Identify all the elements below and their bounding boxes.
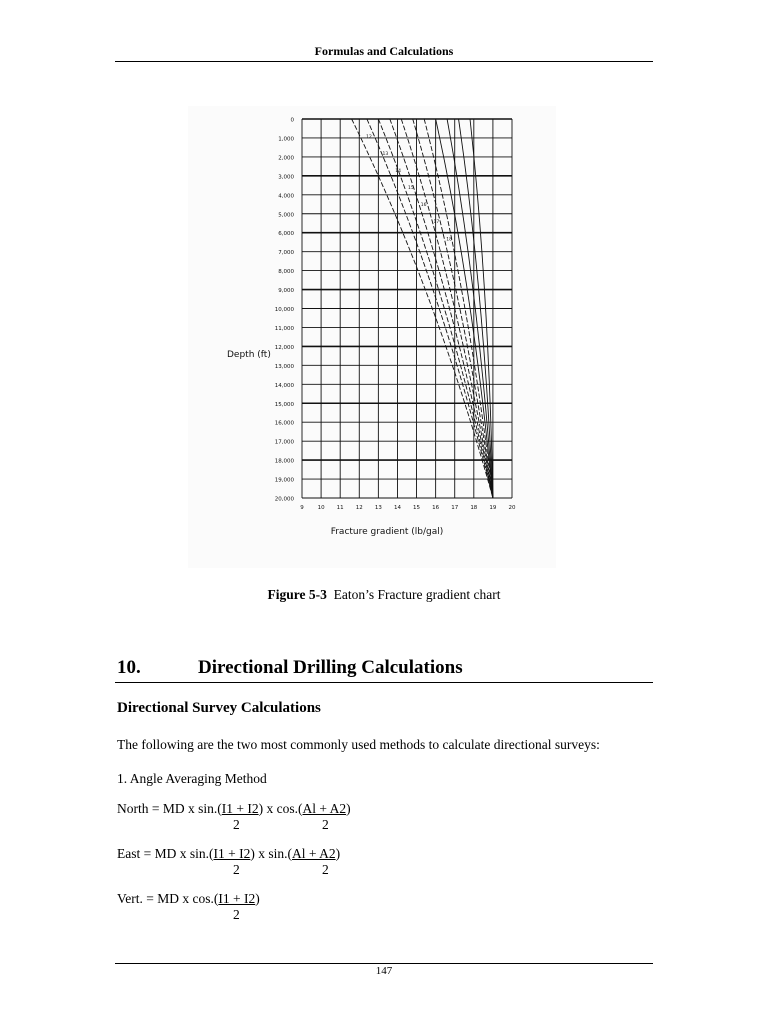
x-tick-label: 14 <box>393 505 401 511</box>
x-tick-labels <box>300 505 516 511</box>
y-tick-label: 8,000 <box>278 269 294 276</box>
east-inclination-numerator: I1 + I2 <box>213 846 251 861</box>
x-tick-label: 9 <box>300 505 304 511</box>
intro-paragraph: The following are the two most commonly used methods to calculate directional surveys: <box>117 737 600 752</box>
y-tick-label: 17,000 <box>274 439 294 446</box>
y-tick-label: 9,000 <box>278 288 294 295</box>
east-formula <box>117 846 340 862</box>
east-formula-middle: ) x sin.( <box>250 846 292 861</box>
north-denominator-1: 2 <box>233 817 240 832</box>
figure-caption-text: Eaton’s Fracture gradient chart <box>333 587 501 602</box>
curve-label: 15 <box>408 186 414 192</box>
y-tick-label: 20,000 <box>274 496 294 503</box>
y-axis-label: Depth (ft) <box>227 350 271 360</box>
y-tick-label: 0 <box>290 117 294 124</box>
vert-denominator: 2 <box>233 907 240 922</box>
north-formula-prefix: North = MD x sin.( <box>117 801 222 816</box>
section-title: Directional Drilling Calculations <box>198 657 463 678</box>
y-tick-label: 7,000 <box>278 250 294 257</box>
vert-formula-suffix: ) <box>255 891 260 906</box>
y-tick-label: 10,000 <box>274 307 294 313</box>
x-tick-label: 11 <box>336 505 344 511</box>
east-formula-suffix: ) <box>335 846 341 861</box>
curve-label: 18 <box>446 237 453 243</box>
curve-label: 16 <box>420 203 427 209</box>
method-title: 1. Angle Averaging Method <box>117 771 267 786</box>
y-tick-label: 15,000 <box>274 401 294 408</box>
section-rule <box>115 682 653 683</box>
curve-labels <box>366 134 452 242</box>
figure-caption <box>0 587 768 603</box>
y-tick-label: 3,000 <box>278 174 294 181</box>
east-formula-prefix: East = MD x sin.( <box>117 846 214 861</box>
x-tick-label: 18 <box>470 505 478 511</box>
y-tick-label: 4,000 <box>278 193 294 200</box>
vert-formula-prefix: Vert. = MD x cos.( <box>117 891 219 906</box>
x-tick-label: 12 <box>355 505 363 511</box>
running-header: Formulas and Calculations <box>314 44 454 58</box>
y-tick-label: 2,000 <box>278 155 294 162</box>
figure-caption-label: Figure 5-3 <box>267 587 327 602</box>
x-tick-label: 19 <box>489 505 497 511</box>
footer-rule <box>115 963 653 964</box>
y-tick-label: 16,000 <box>274 420 294 427</box>
y-tick-label: 14,000 <box>274 382 294 389</box>
y-tick-label: 1,000 <box>278 136 294 143</box>
x-axis-label: Fracture gradient (lb/gal) <box>330 527 444 537</box>
curve-label: 12 <box>366 134 372 140</box>
curve-label: 17 <box>433 220 440 226</box>
x-tick-label: 15 <box>413 505 421 511</box>
north-formula-suffix: ) <box>346 801 351 816</box>
page-number: 147 <box>375 965 393 977</box>
y-tick-label: 13,000 <box>274 363 294 370</box>
curve-label: 14 <box>395 169 401 175</box>
y-tick-label: 6,000 <box>278 231 294 238</box>
north-azimuth-numerator: Al + A2 <box>302 801 347 816</box>
x-tick-label: 20 <box>508 505 516 511</box>
x-tick-label: 10 <box>317 505 325 511</box>
y-tick-label: 19,000 <box>274 477 294 484</box>
north-formula-middle: ) x cos.( <box>258 801 303 816</box>
curve-label: 13 <box>382 152 389 158</box>
y-tick-label: 11,000 <box>274 325 294 332</box>
y-tick-label: 12,000 <box>274 344 294 351</box>
vert-formula <box>117 891 260 907</box>
x-tick-label: 17 <box>451 505 459 511</box>
subsection-title: Directional Survey Calculations <box>117 700 321 716</box>
x-tick-label: 16 <box>432 505 440 511</box>
east-azimuth-numerator: Al + A2 <box>291 846 336 861</box>
y-tick-label: 5,000 <box>278 212 294 219</box>
north-denominator-2: 2 <box>322 817 329 832</box>
x-tick-label: 13 <box>374 505 382 511</box>
section-number: 10. <box>117 657 141 678</box>
y-tick-labels <box>275 118 295 503</box>
east-denominator-2: 2 <box>322 862 329 877</box>
north-inclination-numerator: I1 + I2 <box>221 801 259 816</box>
east-denominator-1: 2 <box>233 862 240 877</box>
north-formula <box>117 801 351 817</box>
vert-inclination-numerator: I1 + I2 <box>218 891 256 906</box>
y-tick-label: 18,000 <box>274 458 294 465</box>
